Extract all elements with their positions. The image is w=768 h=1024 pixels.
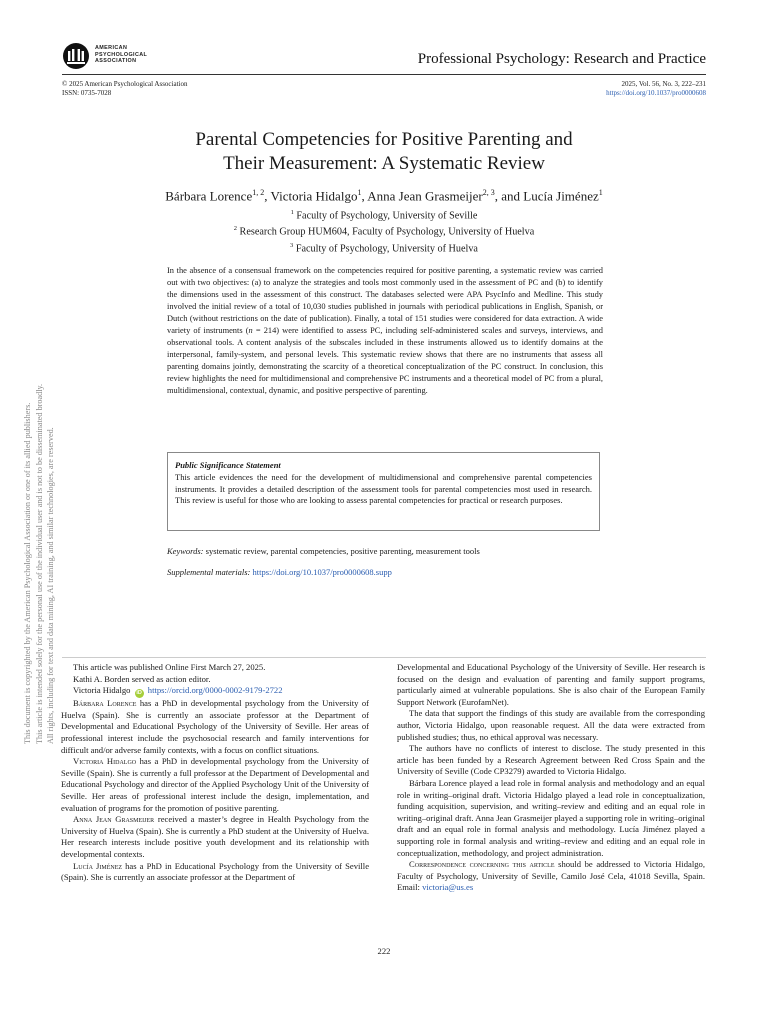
significance-title: Public Significance Statement: [175, 460, 281, 470]
correspondence: Correspondence concerning this article should be addressed to Victoria Hidalgo, Faculty of Psychology, University of Seville, Camilo José Cela, 41018 Sevilla, Spain. Email: victoria@us.es: [397, 859, 705, 893]
journal-title: Professional Psychology: Research and Practice: [417, 51, 706, 67]
copyright-side-notice: This document is copyrighted by the American Psychological Association or one of its allied publishers. This article is intended solely for the personal use of the individual user and is not to be disseminated broadly. All rights, including for text and data mining, AI training, and similar technologies, are reserved.: [23, 383, 56, 744]
supplemental-link[interactable]: https://doi.org/10.1037/pro0000608.supp: [252, 567, 392, 577]
conflicts-funding: The authors have no conflicts of interest to disclose. The study presented in this article has been funded by a Research Agreement between Red Cross Spain and the University of Seville (Code CP3279) awarded to Victoria Hidalgo.: [397, 743, 705, 777]
header-divider: [62, 74, 706, 75]
copyright-info: [62, 80, 187, 98]
issn: ISSN: 0735-7028: [62, 89, 112, 97]
author-name: Anna Jean Grasmeijer: [367, 188, 483, 204]
data-availability: The data that support the findings of this study are available from the corresponding author, Victoria Hidalgo, upon reasonable request. All the data were extracted from published studies; thus, no ethical approval was necessary.: [397, 708, 705, 742]
volume-info: [606, 80, 706, 98]
public-significance-box: [167, 452, 600, 531]
editor-note: Kathi A. Borden served as action editor.: [73, 673, 211, 684]
volume: 2025, Vol. 56, No. 3, 222–231: [621, 80, 706, 88]
author-bio: Anna Jean Grasmeijer received a master’s degree in Health Psychology from the University of Huelva (Spain). She is currently a PhD student at the University of Huelva. Her research interests include positive youth development and its relationship with developmental contexts.: [61, 814, 369, 859]
affiliation: $^1$ Faculty of Psychology, University of Seville: [290, 209, 478, 222]
author-bio: Victoria Hidalgo has a PhD in developmental psychology from the University of Seville (Spain). She is currently a full professor at the Department of Developmental and Educational Psychology and director of the Applied Psychology Unit of the University of Seville. Her areas of professional interest include the design, implementation, and evaluation of programs for the promotion of positive parenting.: [61, 756, 370, 813]
orcid-icon: iD: [136, 690, 142, 697]
author-list: Bárbara Lorence$^{1, 2}$, Victoria Hidalgo$^1$, Anna Jean Grasmeijer$^{2, 3}$, and Lucía Jiménez$^1$: [165, 188, 603, 204]
page-number: 222: [377, 946, 391, 956]
publication-note: This article was published Online First March 27, 2025.: [73, 662, 266, 672]
doi-link[interactable]: https://doi.org/10.1037/pro0000608: [606, 89, 706, 97]
supplemental-materials: Supplemental materials: https://doi.org/10.1037/pro0000608.supp: [167, 567, 392, 577]
author-name: Lucía Jiménez: [523, 188, 599, 204]
copyright: © 2025 American Psychological Association: [62, 80, 188, 88]
author-bio-continued: Developmental and Educational Psychology of the University of Seville. Her research is focused on the design and evaluation of parenting and family support programs, particularly aimed at vulnerable populations. She is also chair of the European Family Support Network (EurofamNet).: [397, 662, 705, 707]
author-bio: Lucía Jiménez has a PhD in Educational Psychology from the University of Seville (Spain). She is currently an associate professor at the Department of: [61, 860, 370, 883]
affiliation: $^3$ Faculty of Psychology, University of Huelva: [290, 241, 478, 255]
apa-logo: [62, 42, 202, 72]
apa-logo-icon: [62, 42, 90, 70]
footnote-divider: [62, 657, 706, 658]
keywords: Keywords: systematic review, parental competencies, positive parenting, measurement tools: [167, 546, 480, 556]
author-notes-left: [61, 662, 369, 884]
significance-text: This article evidences the need for the development of multidimensional and comprehensive parental competencies instruments. It provides a detailed description of the assessment tools for parental competencies most used in research. This review is useful for those who are looking to assess parental competencies for practical or research purposes.: [175, 471, 592, 506]
abstract: In the absence of a consensual framework on the competencies required for positive parenting, a systematic review was carried out with two objectives: (a) to analyze the strategies and tools most commonly used in the assessment of PC and (b) to identify the dimensions used in the assessment of this construct. The databases selected were APA PsycInfo and Medline. This study involved the initial review of a total of 10,030 studies published in journals with periodical publications in English, Spanish, or Dutch (without restrictions on the date of publication). Finally, a total of 151 studies were considered for data extraction. A wide variety of instruments (n = 214) were identified to assess PC, including self-administered scales and surveys, interviews, and observational tools. A content analysis of the subscales included in these instruments allowed us to identify domains at the interpersonal, family-system, and personal levels. This systematic review shows that there are no instruments that assess all parenting domains jointly, demonstrating the scarcity of a theoretical conceptualization of the PC construct. In conclusion, this review highlights the need for multidimensional and comprehensive PC instruments and a theoretical model of PC from a plural, multidimensional, contextual, dynamic, and positive perspective of parenting.: [167, 266, 603, 395]
publisher-name: AMERICAN PSYCHOLOGICAL ASSOCIATION: [95, 45, 148, 65]
author-name: Victoria Hidalgo: [270, 188, 358, 204]
orcid-link[interactable]: https://orcid.org/0000-0002-9179-2722: [147, 685, 283, 696]
email-link[interactable]: victoria@us.es: [422, 882, 474, 893]
affiliation: $^2$ Research Group HUM604, Faculty of Psychology, University of Huelva: [233, 225, 535, 238]
article-title: Parental Competencies for Positive Parenting and Their Measurement: A Systematic Review: [195, 129, 573, 174]
affiliation-list: [84, 206, 684, 255]
author-bio: Bárbara Lorence has a PhD in developmental psychology from the University of Huelva (Spain). She is currently an associate professor at the Department of Developmental and Educational Psychology of the University of Seville. Her areas of professional interest include the psychosocial research and family interventions for difficult and/or adverse family contexts, with a focus on conflict situations.: [61, 698, 369, 755]
author-notes-right: [397, 662, 705, 894]
author-name: Bárbara Lorence: [165, 188, 253, 204]
author-contributions: Bárbara Lorence played a lead role in formal analysis and methodology and an equal role in writing–original draft. Victoria Hidalgo played a lead role in conceptualization, funding acquisition, supervision, and writing–review and editing and an equal role in writing–original draft. Anna Jean Grasmeijer played a supporting role in writing–original draft and an equal role in formal analysis and methodology. Lucía Jiménez played a supporting role in formal analysis and writing–review and editing and an equal role in conceptualization, methodology, and project administration.: [397, 777, 705, 858]
orcid-line: Victoria Hidalgo iD https://orcid.org/0000-0002-9179-2722: [73, 685, 283, 697]
